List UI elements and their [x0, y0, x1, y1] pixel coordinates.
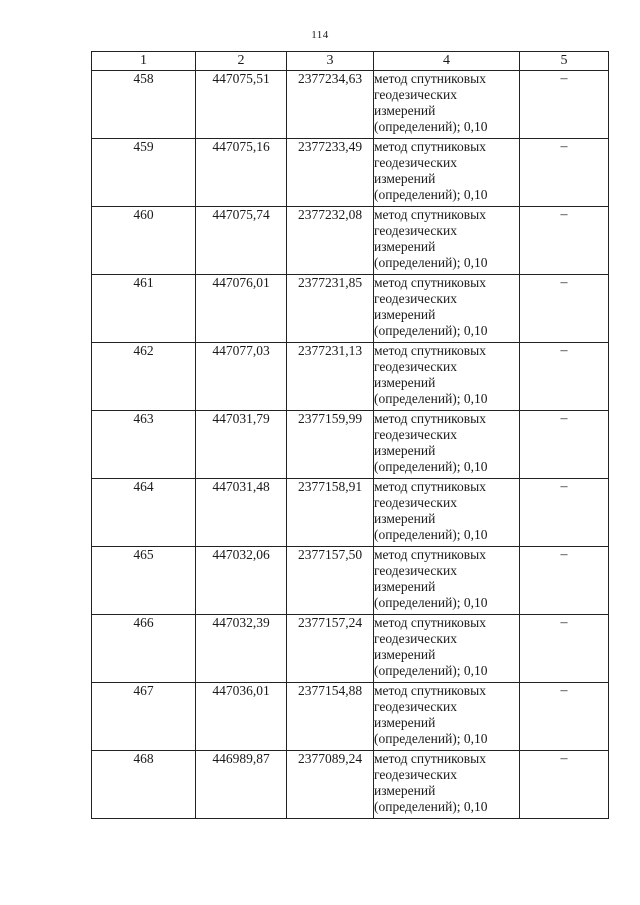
table-row	[92, 343, 609, 411]
x-coordinate-cell: 447032,39	[196, 615, 287, 683]
header-cell-2: 2	[196, 52, 287, 71]
table-row	[92, 683, 609, 751]
method-accuracy-cell: метод спутниковых геодезических измерений (определений); 0,10	[374, 751, 520, 819]
method-accuracy-cell: метод спутниковых геодезических измерений (определений); 0,10	[374, 139, 520, 207]
point-number-cell: 465	[92, 547, 196, 615]
x-coordinate-cell: 446989,87	[196, 751, 287, 819]
coordinates-table	[91, 51, 609, 819]
point-number-cell: 467	[92, 683, 196, 751]
point-number-cell: 461	[92, 275, 196, 343]
header-row	[92, 52, 609, 71]
method-accuracy-cell: метод спутниковых геодезических измерений (определений); 0,10	[374, 343, 520, 411]
header-cell-5: 5	[520, 52, 609, 71]
table-row	[92, 615, 609, 683]
y-coordinate-cell: 2377158,91	[287, 479, 374, 547]
y-coordinate-cell: 2377089,24	[287, 751, 374, 819]
point-number-cell: 459	[92, 139, 196, 207]
method-accuracy-cell: метод спутниковых геодезических измерений (определений); 0,10	[374, 411, 520, 479]
table-row	[92, 207, 609, 275]
note-cell: –	[520, 207, 609, 275]
note-cell: –	[520, 275, 609, 343]
method-accuracy-cell: метод спутниковых геодезических измерений (определений); 0,10	[374, 275, 520, 343]
method-accuracy-cell: метод спутниковых геодезических измерений (определений); 0,10	[374, 615, 520, 683]
y-coordinate-cell: 2377159,99	[287, 411, 374, 479]
header-cell-4: 4	[374, 52, 520, 71]
point-number-cell: 460	[92, 207, 196, 275]
note-cell: –	[520, 411, 609, 479]
x-coordinate-cell: 447075,74	[196, 207, 287, 275]
x-coordinate-cell: 447077,03	[196, 343, 287, 411]
x-coordinate-cell: 447076,01	[196, 275, 287, 343]
x-coordinate-cell: 447036,01	[196, 683, 287, 751]
x-coordinate-cell: 447075,16	[196, 139, 287, 207]
note-cell: –	[520, 547, 609, 615]
table-body	[92, 71, 609, 819]
point-number-cell: 468	[92, 751, 196, 819]
y-coordinate-cell: 2377154,88	[287, 683, 374, 751]
y-coordinate-cell: 2377157,24	[287, 615, 374, 683]
method-accuracy-cell: метод спутниковых геодезических измерений (определений); 0,10	[374, 683, 520, 751]
x-coordinate-cell: 447031,79	[196, 411, 287, 479]
page-number: 114	[311, 29, 329, 41]
header-cell-1: 1	[92, 52, 196, 71]
method-accuracy-cell: метод спутниковых геодезических измерений (определений); 0,10	[374, 547, 520, 615]
y-coordinate-cell: 2377234,63	[287, 71, 374, 139]
table-row	[92, 479, 609, 547]
y-coordinate-cell: 2377232,08	[287, 207, 374, 275]
note-cell: –	[520, 615, 609, 683]
y-coordinate-cell: 2377157,50	[287, 547, 374, 615]
table-row	[92, 139, 609, 207]
table-row	[92, 411, 609, 479]
note-cell: –	[520, 479, 609, 547]
table-row	[92, 275, 609, 343]
point-number-cell: 462	[92, 343, 196, 411]
point-number-cell: 466	[92, 615, 196, 683]
point-number-cell: 464	[92, 479, 196, 547]
method-accuracy-cell: метод спутниковых геодезических измерений (определений); 0,10	[374, 71, 520, 139]
table-row	[92, 751, 609, 819]
y-coordinate-cell: 2377231,85	[287, 275, 374, 343]
y-coordinate-cell: 2377233,49	[287, 139, 374, 207]
point-number-cell: 458	[92, 71, 196, 139]
header-cell-3: 3	[287, 52, 374, 71]
x-coordinate-cell: 447075,51	[196, 71, 287, 139]
method-accuracy-cell: метод спутниковых геодезических измерений (определений); 0,10	[374, 207, 520, 275]
y-coordinate-cell: 2377231,13	[287, 343, 374, 411]
x-coordinate-cell: 447031,48	[196, 479, 287, 547]
note-cell: –	[520, 751, 609, 819]
note-cell: –	[520, 71, 609, 139]
note-cell: –	[520, 683, 609, 751]
note-cell: –	[520, 343, 609, 411]
table-row	[92, 71, 609, 139]
table-header	[92, 52, 609, 71]
note-cell: –	[520, 139, 609, 207]
point-number-cell: 463	[92, 411, 196, 479]
x-coordinate-cell: 447032,06	[196, 547, 287, 615]
method-accuracy-cell: метод спутниковых геодезических измерений (определений); 0,10	[374, 479, 520, 547]
table-row	[92, 547, 609, 615]
